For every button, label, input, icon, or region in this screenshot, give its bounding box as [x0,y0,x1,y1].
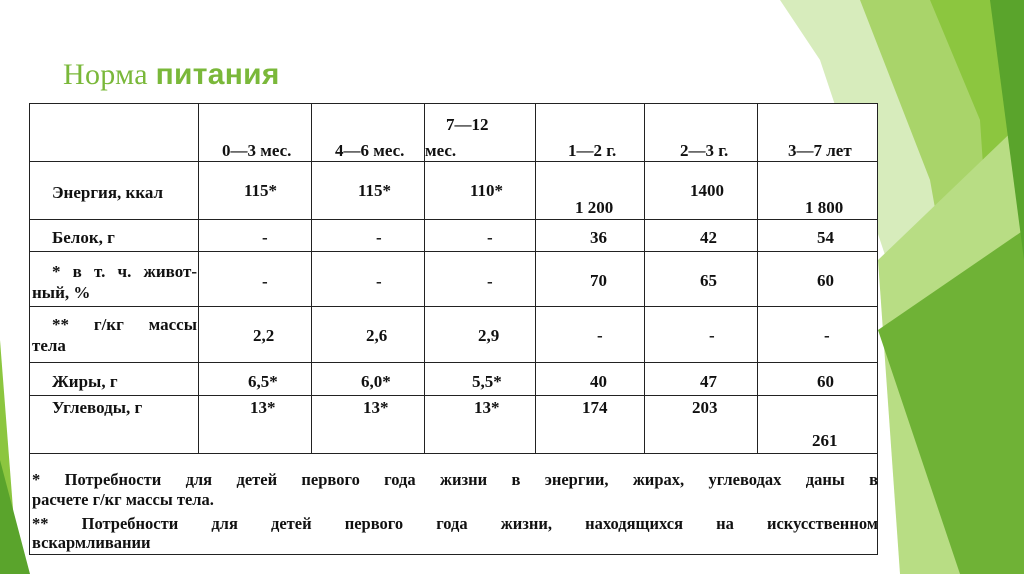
table-cell: 42 [700,228,717,247]
table-cell: 5,5* [472,372,502,391]
table-cell: 60 [817,271,834,290]
grid-line [29,362,878,363]
table-cell: 54 [817,228,834,247]
column-header: 0—3 мес. [222,141,292,160]
grid-line [757,103,758,453]
table-cell: 1 200 [575,198,614,217]
table-cell: 1 800 [805,198,844,217]
column-header: 2—3 г. [680,141,729,160]
table-cell: 70 [590,271,607,290]
table-cell: 13* [250,398,276,417]
table-cell: 47 [700,372,717,391]
row-label: Жиры, г [52,372,118,391]
table-cell: - [376,272,382,291]
table-cell: 203 [692,398,718,417]
footnote-line: расчете г/кг массы тела. [32,490,214,509]
table-cell: - [709,326,715,345]
grid-line [29,395,878,396]
table-cell: 2,2 [253,326,275,345]
table-cell: - [597,326,603,345]
row-label: Белок, г [52,228,115,247]
grid-line [29,161,878,162]
row-label: тела [32,336,66,355]
grid-line [29,251,878,252]
row-label: * в т. ч. живот- [52,262,197,281]
row-label: Энергия, ккал [52,183,164,202]
grid-line [29,453,878,454]
table-cell: - [487,272,493,291]
footnote-line: * Потребности для детей первого года жизни в энергии, жирах, углеводах даны в [32,470,878,489]
title-bold: питания [155,58,280,91]
table-cell: 110* [470,181,504,200]
table-cell: 1400 [690,181,724,200]
column-header: 3—7 лет [788,141,852,160]
table-cell: 2,6 [366,326,388,345]
column-header: 7—12 [446,115,489,134]
table-cell: - [262,272,268,291]
table-cell: 115* [358,181,392,200]
title-regular: Норма [63,58,148,91]
column-header: мес. [425,141,457,160]
column-header: 4—6 мес. [335,141,405,160]
table-cell: 40 [590,372,607,391]
table-cell: 261 [812,431,838,450]
table-cell: - [376,228,382,247]
footnote-line: вскармливании [32,533,151,552]
grid-line [535,103,536,453]
table-cell: 36 [590,228,607,247]
grid-line [29,306,878,307]
grid-line [198,103,199,453]
table-cell: - [262,228,268,247]
page-title [63,58,280,92]
table-cell: 65 [700,271,717,290]
row-label: Углеводы, г [52,398,143,417]
table-cell: 13* [363,398,389,417]
row-label: ** г/кг массы [52,315,197,334]
table-cell: - [824,326,830,345]
table-cell: 60 [817,372,834,391]
table-cell: 13* [474,398,500,417]
table-cell: 6,0* [361,372,391,391]
grid-line [644,103,645,453]
table-cell: 174 [582,398,608,417]
grid-line [29,219,878,220]
table-cell: 6,5* [248,372,278,391]
row-label: ный, % [32,283,91,302]
table-cell: 115* [244,181,278,200]
footnote-line: ** Потребности для детей первого года жизни, находящихся на искусственном [32,514,878,533]
table-cell: 2,9 [478,326,500,345]
column-header: 1—2 г. [568,141,617,160]
grid-line [311,103,312,453]
table-cell: - [487,228,493,247]
